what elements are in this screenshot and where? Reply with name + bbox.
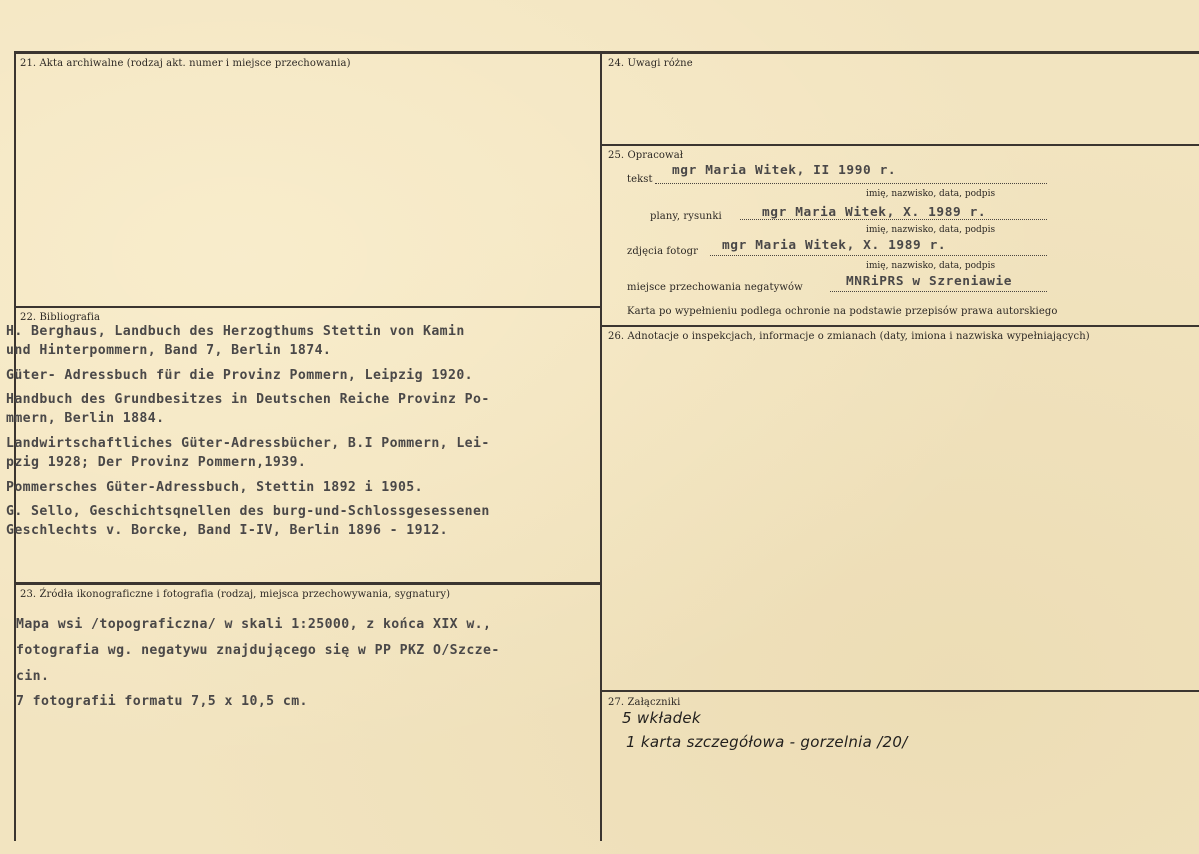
bibliography-line: G. Sello, Geschichtsqnellen des burg-und-Schlossgesessenen <box>6 504 490 519</box>
field-tekst-caption: imię, nazwisko, data, podpis <box>866 189 996 199</box>
field-plany-line <box>740 219 1047 220</box>
field-tekst-value: mgr Maria Witek, II 1990 r. <box>672 163 897 178</box>
bibliography-line: Landwirtschaftliches Güter-Adressbücher, B.I Pommern, Lei- <box>6 436 490 451</box>
field-zdjecia-value: mgr Maria Witek, X. 1989 r. <box>722 238 947 253</box>
center-divider <box>600 51 602 841</box>
copyright-notice: Karta po wypełnieniu podlega ochronie na podstawie przepisów prawa autorskiego <box>627 306 1058 317</box>
section-23-label: 23. Źródła ikonograficzne i fotografia (rodzaj, miejsca przechowywania, sygnatury) <box>20 589 451 600</box>
bibliography-line: Handbuch des Grundbesitzes in Deutschen Reiche Provinz Po- <box>6 392 490 407</box>
attachment-handwritten: 1 karta szczegółowa - gorzelnia /20/ <box>626 733 908 751</box>
section-22-label: 22. Bibliografia <box>20 312 101 323</box>
iconography-line: fotografia wg. negatywu znajdującego się w PP PKZ O/Szcze- <box>16 643 500 658</box>
section-26-label: 26. Adnotacje o inspekcjach, informacje o zmianach (daty, imiona i nazwiska wypełniających) <box>608 331 1090 342</box>
bibliography-line: mmern, Berlin 1884. <box>6 411 165 426</box>
field-negatywy-line <box>830 291 1047 292</box>
section-27-label: 27. Załączniki <box>608 697 681 708</box>
iconography-line: Mapa wsi /topograficzna/ w skali 1:25000, z końca XIX w., <box>16 617 492 632</box>
section-25-label: 25. Opracował <box>608 150 684 161</box>
rule-21-22 <box>14 306 602 308</box>
bibliography-line: H. Berghaus, Landbuch des Herzogthums Stettin von Kamin <box>6 324 465 339</box>
rule-24-25 <box>600 144 1199 146</box>
rule-25-26 <box>600 325 1199 327</box>
bibliography-line: und Hinterpommern, Band 7, Berlin 1874. <box>6 343 332 358</box>
attachment-handwritten: 5 wkładek <box>622 709 701 727</box>
top-rule <box>14 51 1199 54</box>
field-plany-label: plany, rysunki <box>650 211 722 222</box>
section-24-label: 24. Uwagi różne <box>608 58 693 69</box>
bibliography-line: Güter- Adressbuch für die Provinz Pommern, Leipzig 1920. <box>6 368 474 383</box>
section-21-label: 21. Akta archiwalne (rodzaj akt. numer i miejsce przechowania) <box>20 58 351 69</box>
bibliography-line: pzig 1928; Der Provinz Pommern,1939. <box>6 455 307 470</box>
field-zdjecia-label: zdjęcia fotogr <box>627 246 698 257</box>
field-tekst-line <box>655 183 1047 184</box>
field-negatywy-label: miejsce przechowania negatywów <box>627 282 803 293</box>
field-tekst-label: tekst <box>627 174 653 185</box>
field-zdjecia-caption: imię, nazwisko, data, podpis <box>866 261 996 271</box>
field-zdjecia-line <box>710 255 1047 256</box>
bibliography-line: Geschlechts v. Borcke, Band I-IV, Berlin 1896 - 1912. <box>6 523 448 538</box>
rule-26-27 <box>600 690 1199 692</box>
iconography-line: 7 fotografii formatu 7,5 x 10,5 cm. <box>16 694 308 709</box>
field-plany-value: mgr Maria Witek, X. 1989 r. <box>762 205 987 220</box>
field-plany-caption: imię, nazwisko, data, podpis <box>866 225 996 235</box>
rule-22-23 <box>14 582 602 585</box>
bibliography-line: Pommersches Güter-Adressbuch, Stettin 1892 i 1905. <box>6 480 423 495</box>
iconography-line: cin. <box>16 669 50 684</box>
field-negatywy-value: MNRiPRS w Szreniawie <box>846 274 1013 289</box>
